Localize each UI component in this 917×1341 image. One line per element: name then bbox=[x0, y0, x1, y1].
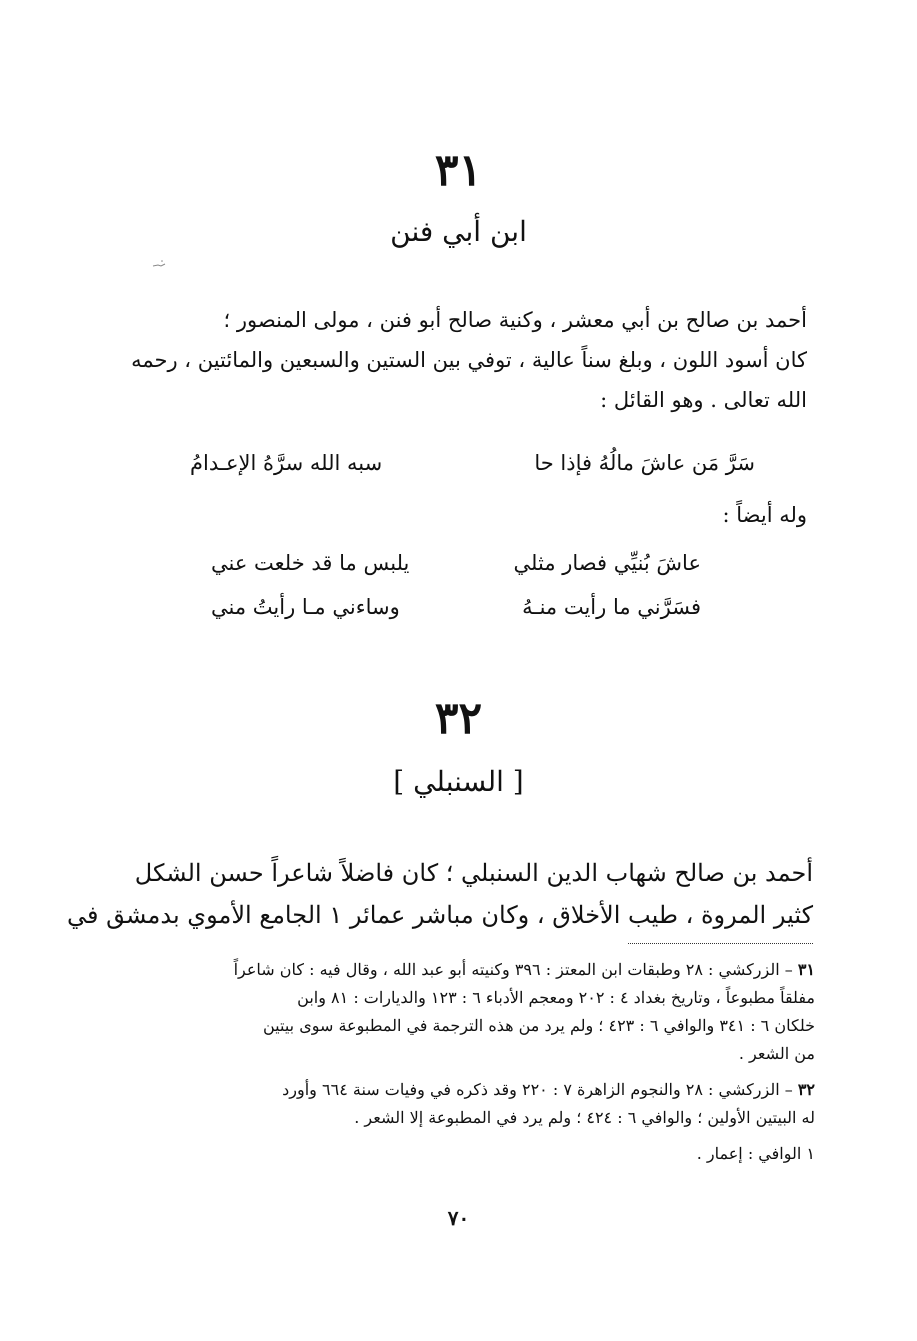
verse-hemistich-second: سبه الله سرَّهُ الإعـدامُ bbox=[190, 451, 383, 475]
footnote-line: خلكان ٦ : ٣٤١ والوافي ٦ : ٤٢٣ ؛ ولم يرد من هذه الترجمة في المطبوعة سوى بيتين bbox=[262, 1016, 815, 1035]
verse-line bbox=[211, 588, 701, 626]
verse-hemistich-first: عاشَ بُنيِّي فصار مثلي bbox=[513, 551, 701, 575]
footnotes bbox=[105, 956, 815, 1176]
verse-line bbox=[190, 444, 755, 482]
footnote-line: مفلقاً مطبوعاً ، وتاريخ بغداد ٤ : ٢٠٢ ومعجم الأدباء ٦ : ١٢٣ والديارات : ٨١ وابن bbox=[297, 988, 815, 1007]
footnote-text: – الزركشي : ٢٨ والنجوم الزاهرة ٧ : ٢٢٠ وقد ذكره في وفيات سنة ٦٦٤ وأورد bbox=[282, 1080, 793, 1099]
footnote-text: – الزركشي : ٢٨ وطبقات ابن المعتز : ٣٩٦ وكنيته أبو عبد الله ، وقال فيه : كان شاعراً bbox=[233, 960, 793, 979]
footnote-32 bbox=[105, 1076, 815, 1132]
paragraph-line: الله تعالى . وهو القائل : bbox=[600, 388, 807, 412]
entry-title-31: ابن أبي فنن bbox=[390, 215, 527, 248]
footnote-number: ١ bbox=[806, 1144, 815, 1163]
verse-hemistich-second: يلبس ما قد خلعت عني bbox=[211, 551, 410, 575]
footnote-line bbox=[105, 956, 815, 984]
entry-31-paragraph bbox=[107, 300, 807, 420]
paragraph-line: كان أسود اللون ، وبلغ سناً عالية ، توفي بين الستين والسبعين والمائتين ، رحمه bbox=[131, 348, 807, 372]
footnote-line bbox=[105, 1140, 815, 1168]
verse-hemistich-first: فسَرَّني ما رأيت منـهُ bbox=[522, 595, 701, 619]
footnote-line bbox=[105, 1076, 815, 1104]
paragraph-line: أحمد بن صالح شهاب الدين السنبلي ؛ كان فاضلاً شاعراً حسن الشكل bbox=[134, 859, 813, 887]
verse-line bbox=[211, 544, 701, 582]
paragraph-line: كثير المروة ، طيب الأخلاق ، وكان مباشر عمائر ١ الجامع الأموي بدمشق في bbox=[66, 901, 813, 929]
print-speck-icon bbox=[152, 258, 166, 268]
entry-32-paragraph bbox=[66, 852, 813, 936]
footnote-number: ٣٢ bbox=[797, 1080, 815, 1099]
footnote-line: من الشعر . bbox=[738, 1044, 815, 1063]
paragraph-line: أحمد بن صالح بن أبي معشر ، وكنية صالح أبو فنن ، مولى المنصور ؛ bbox=[223, 308, 807, 332]
footnote-number: ٣١ bbox=[797, 960, 815, 979]
footnote-separator bbox=[628, 943, 813, 944]
verse-intro: وله أيضاً : bbox=[722, 503, 807, 527]
footnote-line: له البيتين الأولين ؛ والوافي ٦ : ٤٢٤ ؛ ولم يرد في المطبوعة إلا الشعر . bbox=[354, 1108, 815, 1127]
entry-number-31: ٣١ bbox=[434, 145, 483, 196]
page-number: ٧٠ bbox=[447, 1206, 470, 1230]
entry-number-32: ٣٢ bbox=[434, 693, 483, 744]
verse-hemistich-second: وساءني مـا رأيتُ مني bbox=[211, 595, 400, 619]
footnote-1 bbox=[105, 1140, 815, 1168]
footnote-31 bbox=[105, 956, 815, 1068]
entry-title-32: [ السنبلي ] bbox=[393, 765, 524, 798]
footnote-text: الوافي : إعمار . bbox=[696, 1144, 802, 1163]
verse-hemistich-first: سَرَّ مَن عاشَ مالُهُ فإذا حا bbox=[534, 451, 755, 475]
